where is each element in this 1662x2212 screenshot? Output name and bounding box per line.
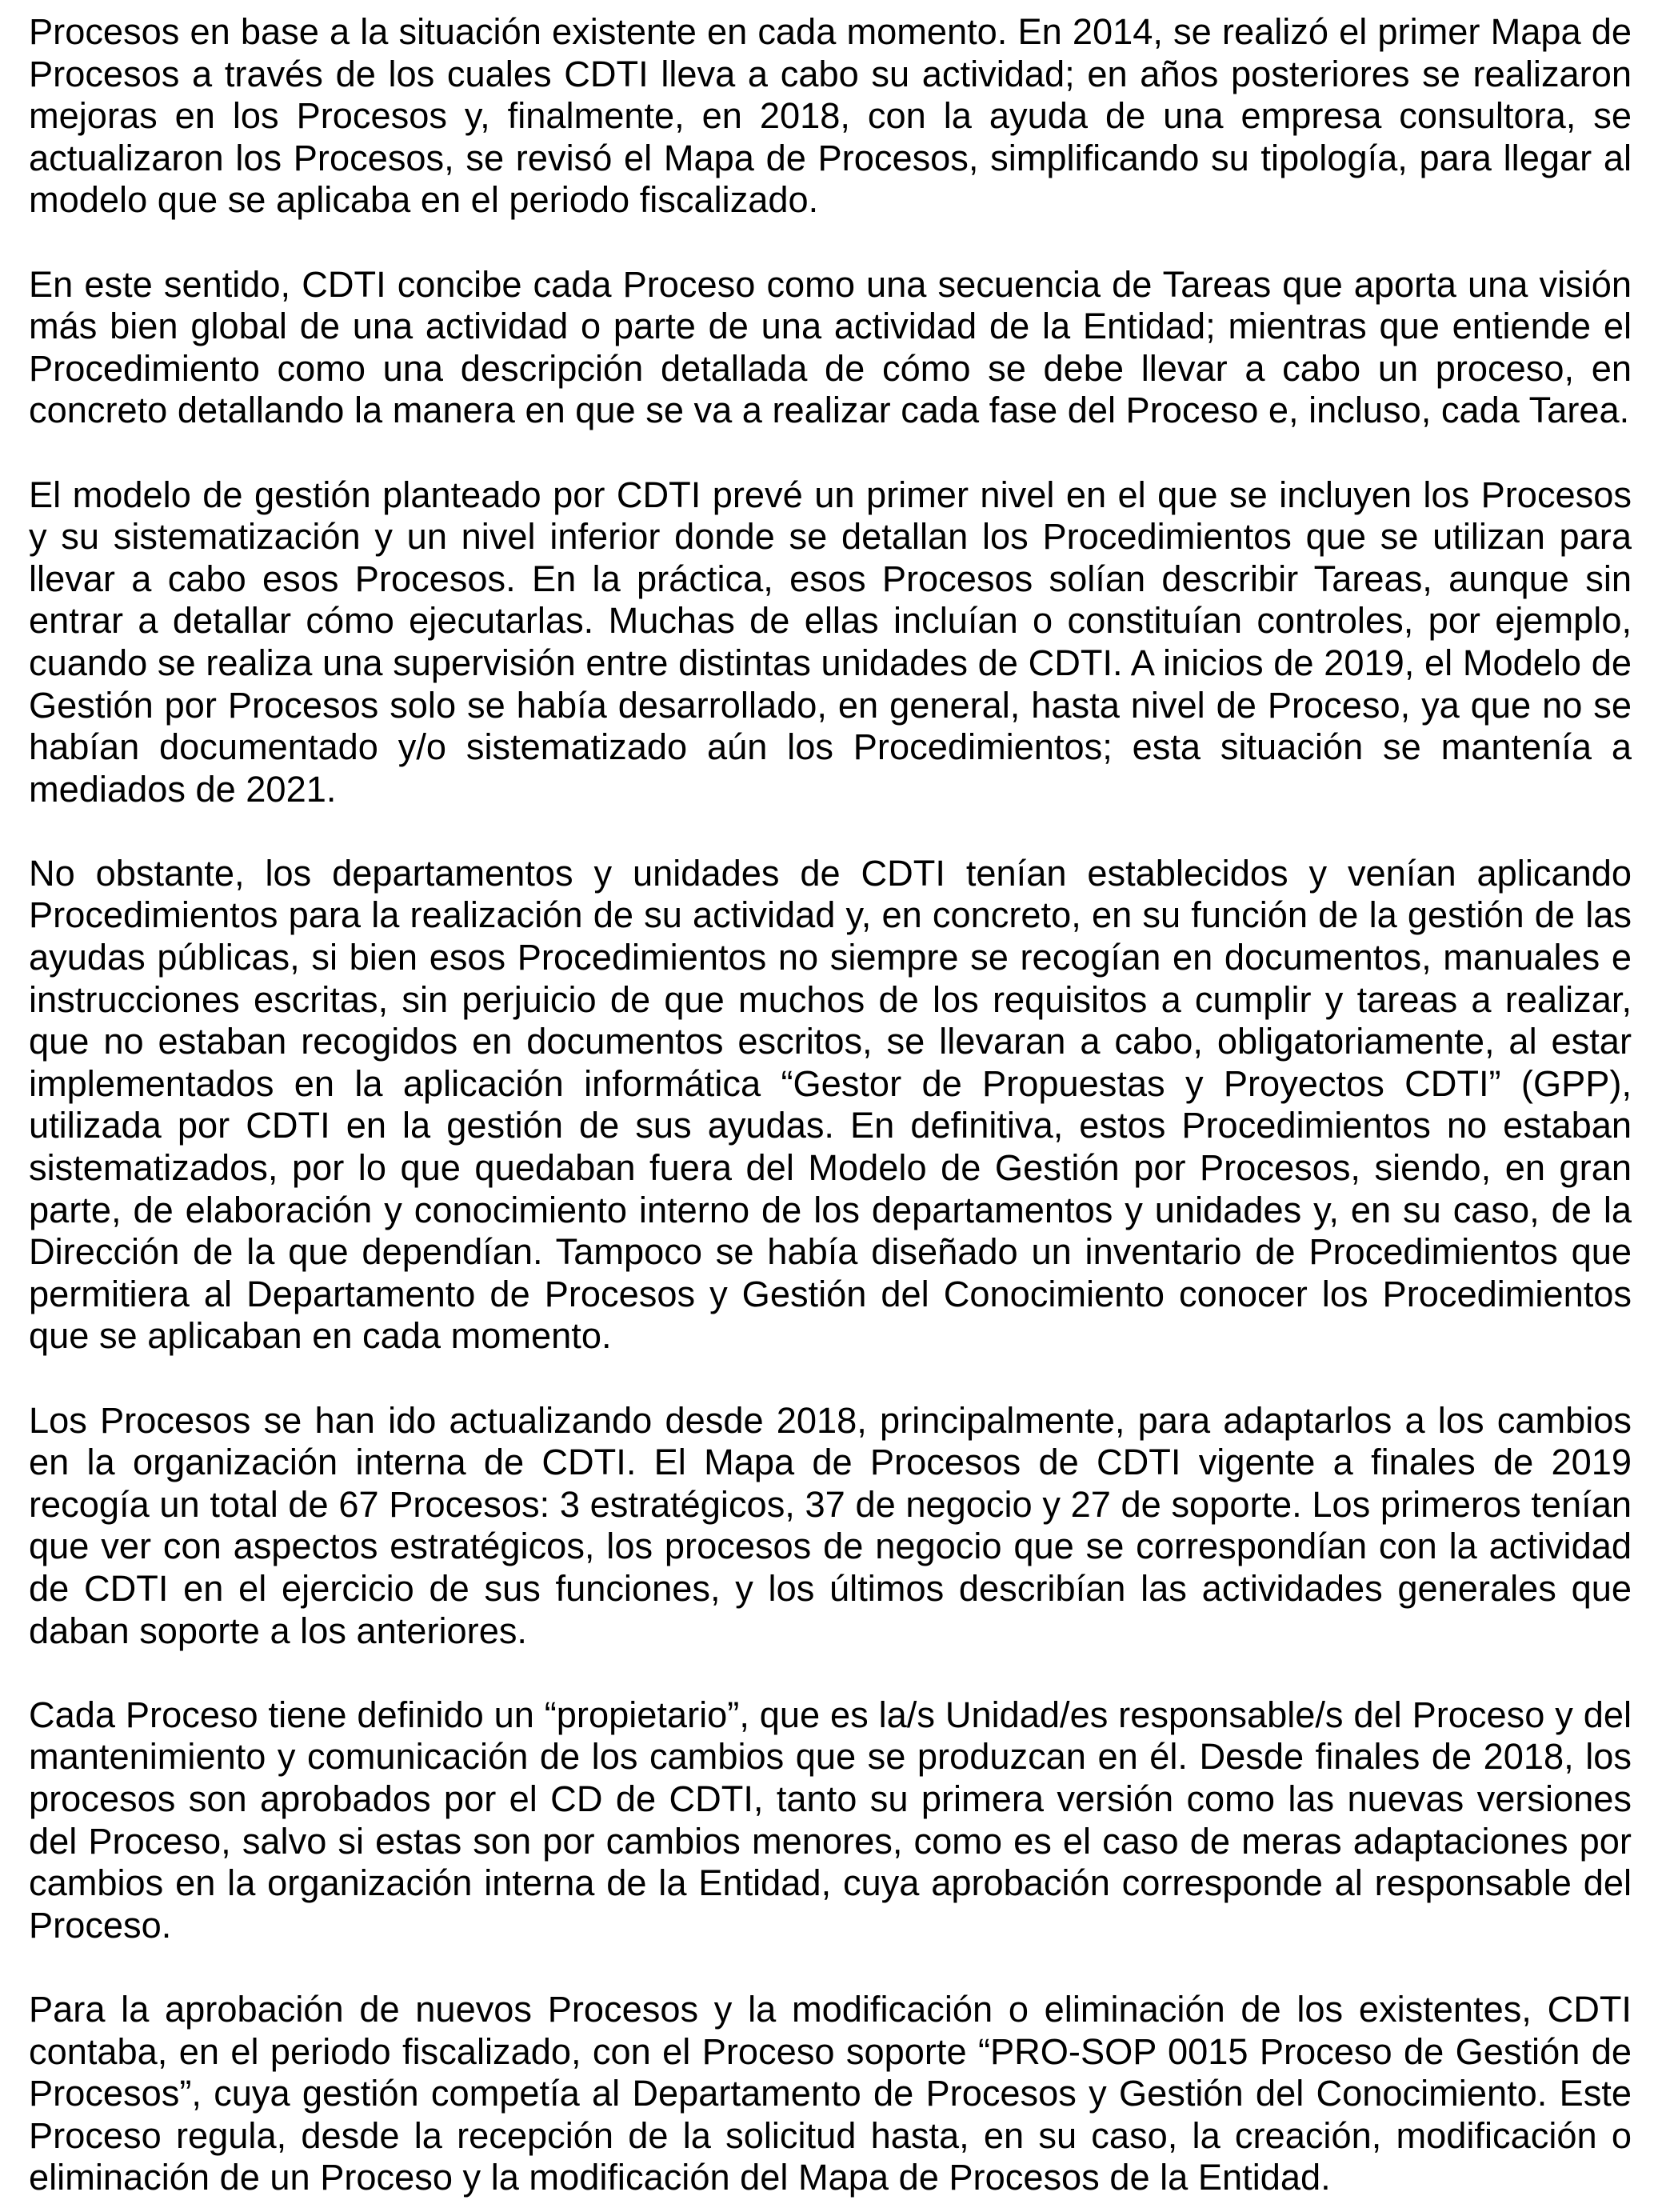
paragraph-4: No obstante, los departamentos y unidades de CDTI tenían establecidos y venían aplicando Procedimientos para la realización de su actividad y, en concreto, en su función de la gestión de las ayudas públicas, si bien esos Procedimientos no siempre se recogían en documentos, manuales e instrucciones escritas, sin perjuicio de que muchos de los requisitos a cumplir y tareas a realizar, que no estaban recogidos en documentos escritos, se llevaran a cabo, obligatoriamente, al estar implementados en la aplicación informática “Gestor de Propuestas y Proyectos CDTI” (GPP), utilizada por CDTI en la gestión de sus ayudas. En definitiva, estos Procedimientos no estaban sistematizados, por lo que quedaban fuera del Modelo de Gestión por Procesos, siendo, en gran parte, de elaboración y conocimiento interno de los departamentos y unidades y, en su caso, de la Dirección de la que dependían. Tampoco se había diseñado un inventario de Procedimientos que permitiera al Departamento de Procesos y Gestión del Conocimiento conocer los Procedimientos que se aplicaban en cada momento. xyxy=(29,852,1632,1357)
paragraph-3: El modelo de gestión planteado por CDTI prevé un primer nivel en el que se incluyen los Procesos y su sistematización y un nivel inferior donde se detallan los Procedimientos que se utilizan para llevar a cabo esos Procesos. En la práctica, esos Procesos solían describir Tareas, aunque sin entrar a detallar cómo ejecutarlas. Muchas de ellas incluían o constituían controles, por ejemplo, cuando se realiza una supervisión entre distintas unidades de CDTI. A inicios de 2019, el Modelo de Gestión por Procesos solo se había desarrollado, en general, hasta nivel de Proceso, ya que no se habían documentado y/o sistematizado aún los Procedimientos; esta situación se mantenía a mediados de 2021. xyxy=(29,474,1632,810)
paragraph-5: Los Procesos se han ido actualizando desde 2018, principalmente, para adaptarlos a los cambios en la organización interna de CDTI. El Mapa de Procesos de CDTI vigente a finales de 2019 recogía un total de 67 Procesos: 3 estratégicos, 37 de negocio y 27 de soporte. Los primeros tenían que ver con aspectos estratégicos, los procesos de negocio que se correspondían con la actividad de CDTI en el ejercicio de sus funciones, y los últimos describían las actividades generales que daban soporte a los anteriores. xyxy=(29,1399,1632,1651)
document-page xyxy=(29,11,1632,2199)
paragraph-6: Cada Proceso tiene definido un “propietario”, que es la/s Unidad/es responsable/s del Proceso y del mantenimiento y comunicación de los cambios que se produzcan en él. Desde finales de 2018, los procesos son aprobados por el CD de CDTI, tanto su primera versión como las nuevas versiones del Proceso, salvo si estas son por cambios menores, como es el caso de meras adaptaciones por cambios en la organización interna de la Entidad, cuya aprobación corresponde al responsable del Proceso. xyxy=(29,1694,1632,1946)
paragraph-2: En este sentido, CDTI concibe cada Proceso como una secuencia de Tareas que aporta una visión más bien global de una actividad o parte de una actividad de la Entidad; mientras que entiende el Procedimiento como una descripción detallada de cómo se debe llevar a cabo un proceso, en concreto detallando la manera en que se va a realizar cada fase del Proceso e, incluso, cada Tarea. xyxy=(29,263,1632,431)
paragraph-7: Para la aprobación de nuevos Procesos y la modificación o eliminación de los existentes, CDTI contaba, en el periodo fiscalizado, con el Proceso soporte “PRO-SOP 0015 Proceso de Gestión de Procesos”, cuya gestión competía al Departamento de Procesos y Gestión del Conocimiento. Este Proceso regula, desde la recepción de la solicitud hasta, en su caso, la creación, modificación o eliminación de un Proceso y la modificación del Mapa de Procesos de la Entidad. xyxy=(29,1988,1632,2198)
paragraph-1: Procesos en base a la situación existente en cada momento. En 2014, se realizó el primer Mapa de Procesos a través de los cuales CDTI lleva a cabo su actividad; en años posteriores se realizaron mejoras en los Procesos y, finalmente, en 2018, con la ayuda de una empresa consultora, se actualizaron los Procesos, se revisó el Mapa de Procesos, simplificando su tipología, para llegar al modelo que se aplicaba en el periodo fiscalizado. xyxy=(29,11,1632,221)
